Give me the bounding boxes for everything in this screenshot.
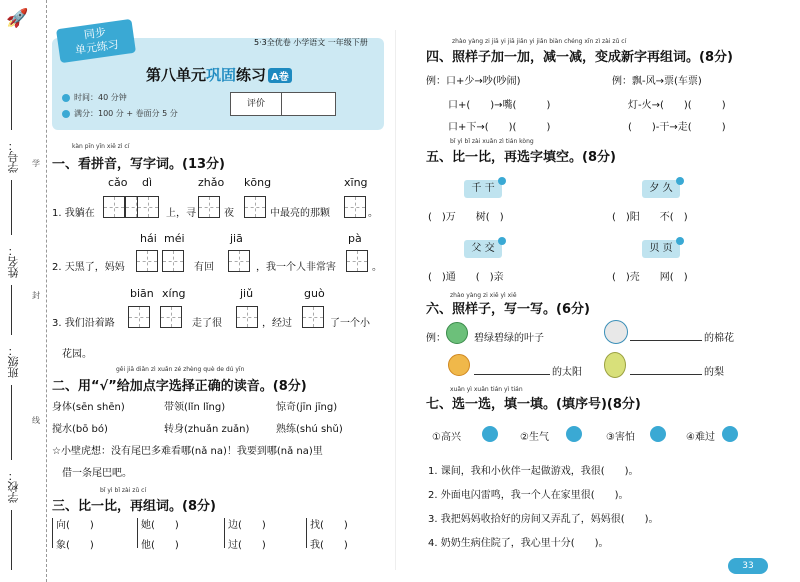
seal-mark: 学 [32,159,40,168]
binding-margin [0,0,47,582]
section-pinyin: zhào yàng zi xiě yì xiě [450,292,517,299]
fill-question[interactable]: 4. 奶奶生病住院了，我心里十分( )。 [428,538,609,549]
option-label: ①高兴 [432,432,461,443]
option-label: ④难过 [686,432,715,443]
q-text: 1. 我躺在 [52,208,95,219]
section-pinyin: gěi jiā diǎn zì xuǎn zé zhèng què de dú yīn [116,366,245,373]
badge-line2: 单元练习 [74,37,120,57]
answer-box[interactable] [136,250,158,272]
item-text: 的棉花 [704,333,734,344]
title-suffix: 练习 [236,66,267,84]
answer-box[interactable] [228,250,250,272]
q-text: 3. 我们沿着路 [52,318,115,329]
page-title [146,64,292,85]
level-badge: A卷 [268,68,292,83]
school-line-2 [11,510,12,570]
pinyin-hint: jiǔ [240,287,254,300]
q-text: 。 [372,262,382,273]
option-label: ③害怕 [606,432,635,443]
school-label: 学校： [7,470,20,503]
word-pair[interactable]: 我( ) [310,540,348,551]
seal-mark: 封 [32,291,40,300]
fill-question[interactable]: 3. 我把妈妈收拾好的房间又弄乱了，妈妈很( )。 [428,514,659,525]
school-line [11,385,12,460]
answer-box[interactable] [236,306,258,328]
fill-blank[interactable]: ( )万 树( ) [428,212,504,223]
answer-line[interactable] [630,364,702,375]
pinyin-hint: kōng [244,176,272,189]
q-text: 了一个小 [330,318,370,329]
id-line [11,60,12,130]
answer-box[interactable] [103,196,125,218]
star-icon [62,110,70,118]
reading-option[interactable]: 搅水(bō bó) [52,424,108,435]
fill-blank[interactable]: ( )阳 不( ) [612,212,688,223]
char-card: 父 交 [464,240,502,258]
reading-sentence[interactable]: ☆小壁虎想：没有尾巴多难看哪(nǎ na)！我要到哪(nǎ na)里 [52,446,323,457]
score-info: 满分：100 分 + 卷面分 5 分 [62,108,178,119]
word-pair[interactable]: 他( ) [141,540,179,551]
word-pair[interactable]: 过( ) [228,540,266,551]
time-info: 时间：40 分钟 [62,92,127,103]
pinyin-hint: zhǎo [198,176,225,189]
name-label: 姓名： [7,245,20,278]
section-title: 六、照样子，写一写。(6分) [426,302,590,317]
title-blue: 巩固 [206,66,237,84]
happy-face-icon [482,426,498,442]
answer-box[interactable] [244,196,266,218]
rocket-icon: 🚀 [6,8,29,29]
reading-option[interactable]: 身体(sēn shēn) [52,402,125,413]
q-text: 夜 [224,208,234,219]
evaluation-label: 评价 [231,93,282,115]
pinyin-hint: dì [142,176,153,189]
example: 例：口+少→吵(吵闹) [426,76,521,87]
pinyin-hint: biān [130,287,154,300]
section-title: 三、比一比，再组词。(8分) [52,499,216,514]
badge-line1: 同步 [83,25,107,42]
section-title: 五、比一比，再选字填空。(8分) [426,150,616,165]
answer-box[interactable] [346,250,368,272]
pinyin-hint: guò [304,287,325,300]
class-label: 班级： [7,345,20,378]
class-line [11,285,12,335]
answer-box[interactable] [344,196,366,218]
pinyin-hint: hái [140,232,157,245]
example-label: 例： [426,333,446,344]
word-formula[interactable]: 灯-火→( )( ) [628,100,726,111]
section-pinyin: bǐ yì bǐ zài zǔ cí [100,487,147,494]
word-pair[interactable]: 边( ) [228,520,266,531]
section-pinyin: bǐ yì bǐ zài xuǎn zì tián kòng [450,138,534,145]
reading-option[interactable]: 带领(lǐn lǐng) [164,402,226,413]
word-pair[interactable]: 她( ) [141,520,179,531]
section-pinyin: zhào yàng zi jiā yi jiā jiǎn yi jiǎn biàn chéng xīn zì zài zǔ cí [452,38,627,45]
section-pinyin: kàn pīn yīn xiě zì cí [72,143,130,150]
section-title: 一、看拼音，写字词。(13分) [52,157,225,172]
word-pair[interactable]: 找( ) [310,520,348,531]
answer-box[interactable] [137,196,159,218]
item-text: 的太阳 [552,367,582,378]
char-card: 贝 页 [642,240,680,258]
item-text: 的梨 [704,367,724,378]
section-pinyin: xuǎn yì xuǎn tián yì tián [450,386,523,393]
answer-line[interactable] [630,330,702,341]
pinyin-hint: méi [164,232,185,245]
pinyin-hint: xíng [162,287,186,300]
word-formula[interactable]: 口+( )→嘴( ) [448,100,551,111]
char-card: 千 干 [464,180,502,198]
q-text: 。 [368,208,378,219]
pinyin-hint: jiā [230,232,243,245]
word-formula[interactable]: ( )-干→走( ) [628,122,726,133]
q-text: ，我一个人非常害 [256,262,336,273]
answer-box[interactable] [302,306,324,328]
reading-option[interactable]: 惊奇(jīn jīng) [276,402,338,413]
seal-mark: 线 [32,416,40,425]
char-card: 夕 久 [642,180,680,198]
q-text: 走了很 [192,318,222,329]
pinyin-hint: cǎo [108,176,128,189]
reading-sentence: 借一条尾巴吧。 [62,468,132,479]
answer-box[interactable] [198,196,220,218]
sad-face-icon [722,426,738,442]
word-pair[interactable]: 象( ) [56,540,94,551]
sun-icon [448,354,470,376]
section-title: 二、用“√”给加点字选择正确的读音。(8分) [52,379,307,394]
section-title: 四、照样子加一加，减一减，变成新字再组词。(8分) [426,50,733,65]
scared-face-icon [650,426,666,442]
answer-box[interactable] [160,306,182,328]
pear-icon [604,352,626,378]
reading-option[interactable]: 转身(zhuǎn zuǎn) [164,424,250,435]
fill-question[interactable]: 2. 外面电闪雷鸣，我一个人在家里很( )。 [428,490,629,501]
q-text: 上，寻 [166,208,196,219]
answer-box[interactable] [128,306,150,328]
page-number: 33 [728,558,768,574]
series-label: 5·3全优卷 小学语文 一年级下册 [254,38,368,47]
option-label: ②生气 [520,432,549,443]
answer-line[interactable] [474,364,550,375]
title-prefix: 第八单元 [146,66,207,84]
pinyin-hint: xīng [344,176,368,189]
evaluation-box[interactable] [230,92,336,116]
fill-blank[interactable]: ( )壳 网( ) [612,272,688,283]
q-text: ，经过 [262,318,292,329]
section-title: 七、选一选，填一填。(填序号)(8分) [426,397,641,412]
pinyin-hint: pà [348,232,362,245]
q-text: 2. 天黑了，妈妈 [52,262,125,273]
example: 例：飘-风→票(车票) [612,76,702,87]
q-text: 花园。 [62,349,92,360]
cotton-icon [604,320,628,344]
angry-face-icon [566,426,582,442]
word-pair[interactable]: 向( ) [56,520,94,531]
reading-option[interactable]: 熟练(shú shǔ) [276,424,343,435]
clock-icon [62,94,70,102]
q-text: 有回 [194,262,214,273]
example-text: 碧绿碧绿的叶子 [474,333,544,344]
fill-question[interactable]: 1. 课间，我和小伙伴一起做游戏，我很( )。 [428,466,639,477]
fill-blank[interactable]: ( )通 ( )亲 [428,272,504,283]
id-label: 学号： [7,140,20,173]
answer-box[interactable] [162,250,184,272]
leaf-icon [446,322,468,344]
q-text: 中最亮的那颗 [270,208,330,219]
name-line [11,180,12,235]
page-fold [395,30,396,570]
word-formula[interactable]: 口+下→( )( ) [448,122,551,133]
